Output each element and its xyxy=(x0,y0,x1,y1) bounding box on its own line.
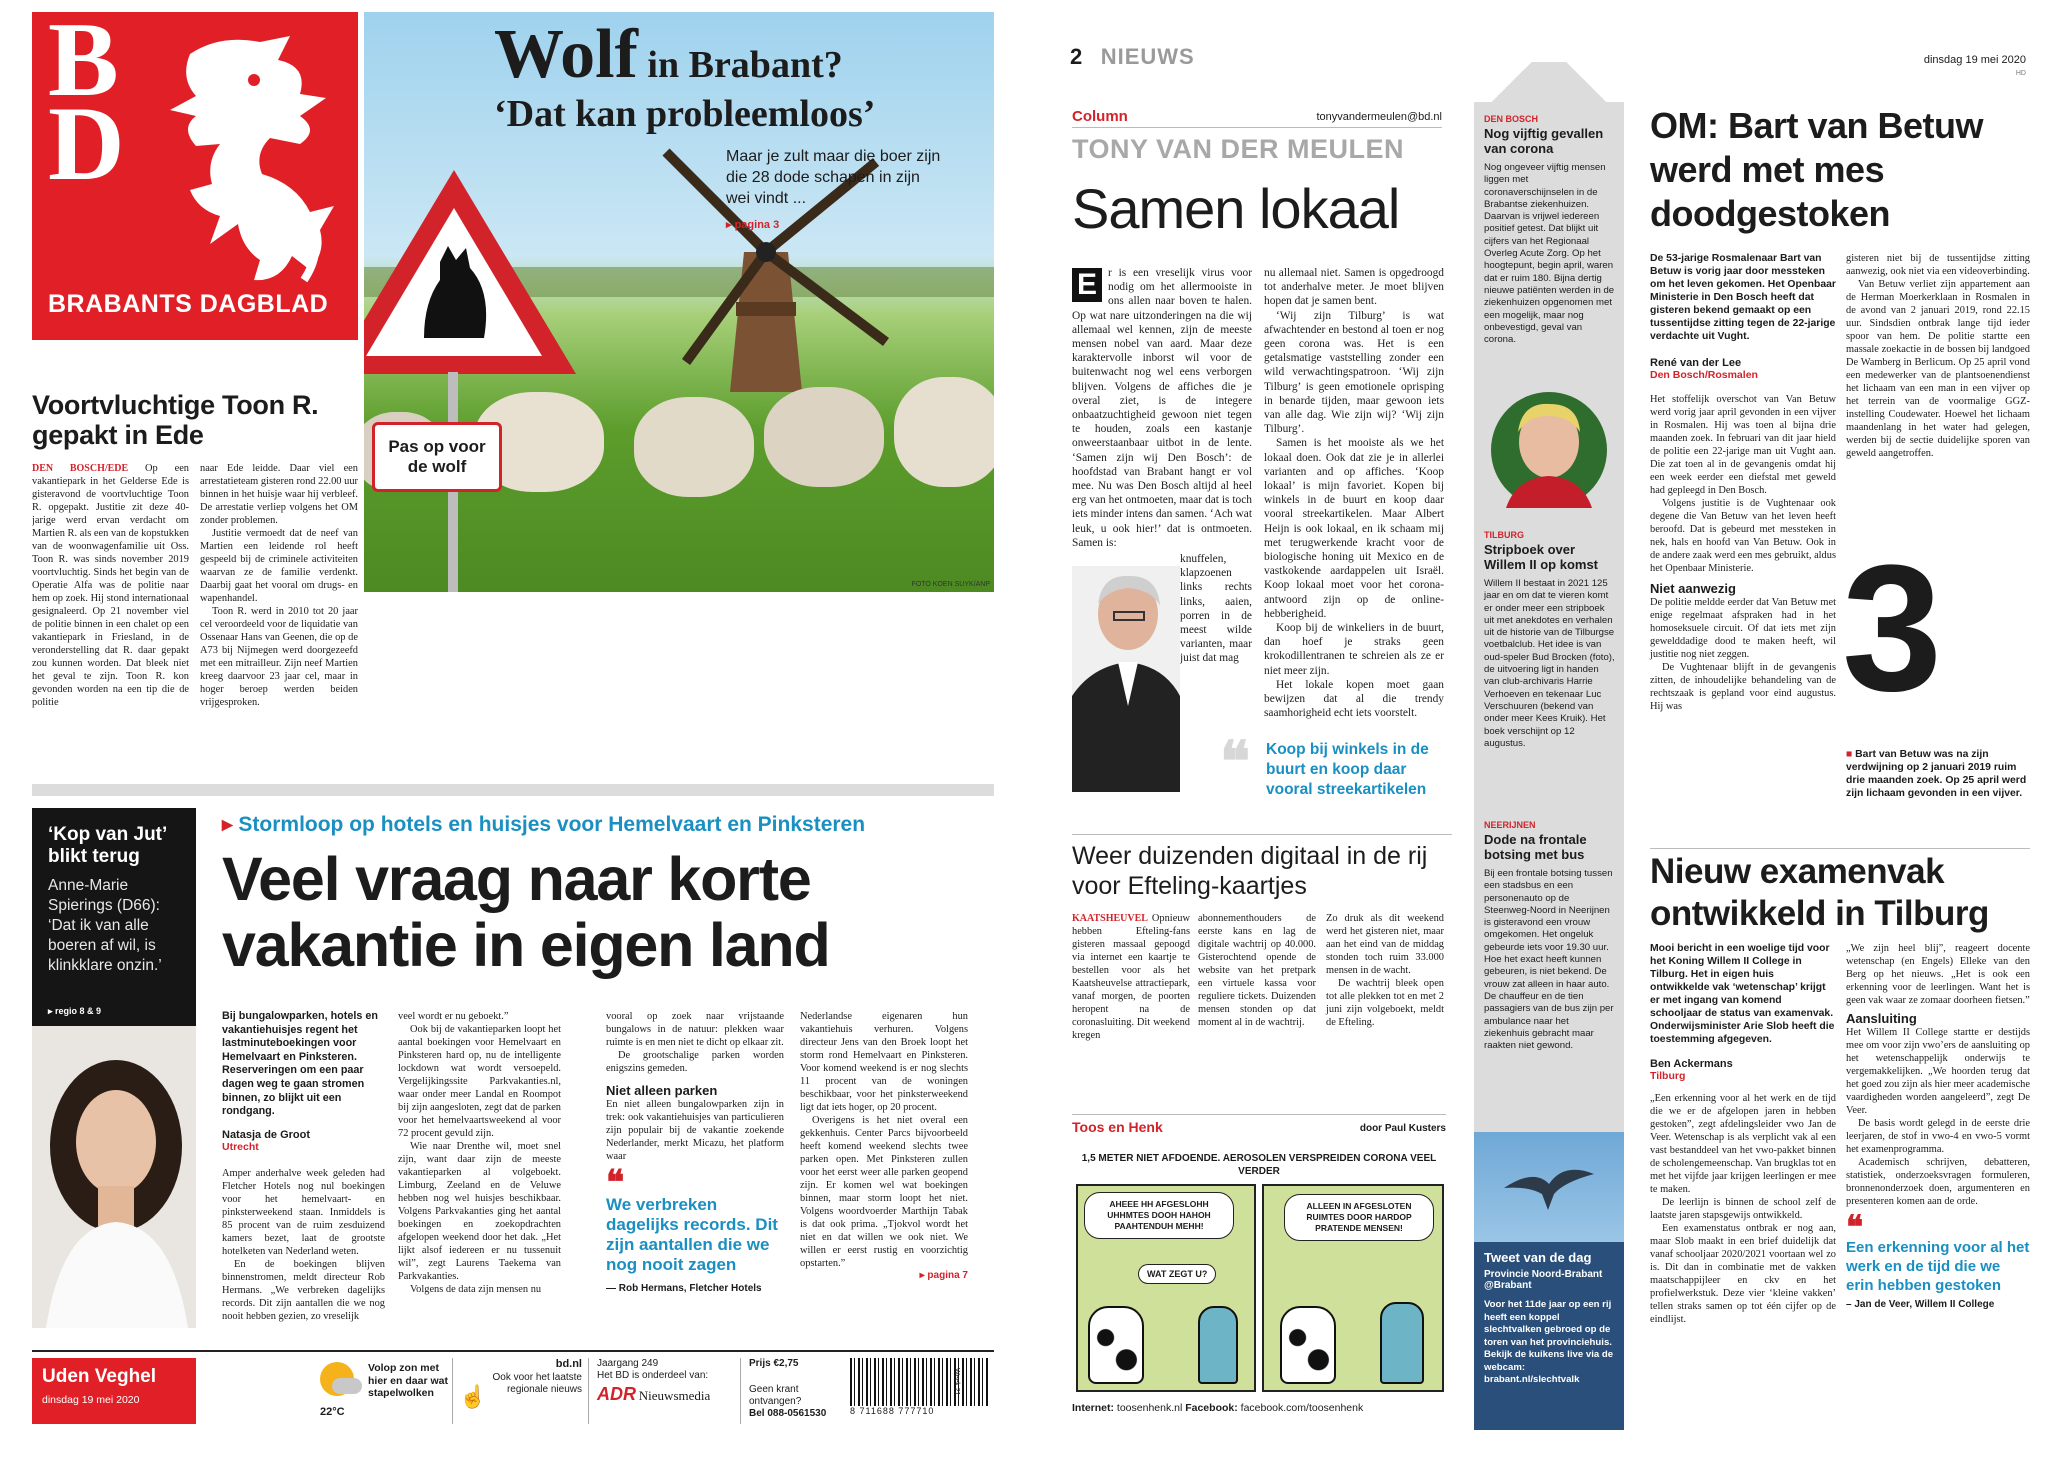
bud-brocken-photo xyxy=(1486,388,1612,512)
exam-quote: Een erkenning voor al het werk en de tijd die we erin hebben gestoken xyxy=(1846,1239,2030,1294)
pull-quote-text: Koop bij winkels in de buurt en koop daar vooral streekartikelen xyxy=(1266,741,1429,798)
brief-3-kicker: NEERIJNEN xyxy=(1484,820,1536,830)
column-col1-text: r is een vreselijk virus voor nodig om het allermooiste in ons allen naar boven te halen. Op wat nare uitzonderingen na die wij allemaal wel kennen, zijn de meeste mensen nobel van aard. Maar deze karaktervolle inborst wil voor de buitenwacht nog wel eens verborgen blijven. Volgens de affiches die je overal ziet, is de integere onbaatzuchtigheid gewoon niet tegen te houden, zoals een kastanje onweerstaanbaar uitbot in de lente. ‘Samen zijn wij Den Bosch’: de hoofdstad van Brabant hangt er vol mee. Nu was Den Bosch altijd al heel erg van het ontmoeten, maar dat is toch iets minder intens dan samen. ‘Ach wat leuk, u ook hier!’ dat is ontmoeten. Samen is: xyxy=(1072,267,1252,549)
exam-place: Tilburg xyxy=(1650,1070,1686,1082)
main-col3-text xyxy=(606,1010,784,1075)
efteling-col1-text: Opnieuw hebben Efteling-fans gisteren massaal gepoogd via internet een kaartje te bestellen voor als het Kaatsheuvelse attractiepark, vanaf morgen, de poorten heropent na de coronasluiting. Dit weekend kregen xyxy=(1072,913,1190,1041)
paragraph: De leerlijn is binnen de school zelf de laatste jaren stapsgewijs ontwikkeld. xyxy=(1650,1197,1836,1221)
lead-headline[interactable]: Voortvluchtige Toon R. gepakt in Ede xyxy=(32,390,319,450)
publisher xyxy=(588,1358,736,1424)
weather-temp: 22°C xyxy=(320,1406,345,1418)
weather-text: Volop zon met hier en daar wat stapelwolken xyxy=(368,1362,448,1399)
falcon-photo xyxy=(1474,1132,1624,1242)
column-col-2 xyxy=(1264,266,1444,721)
lead-col-2 xyxy=(200,462,358,709)
exam-col2-text xyxy=(1846,942,2030,1007)
speech-bubble-1: AHEEE HH AFGESLOHH UHHMTES DOOH HAHOH PAAHTENDUH MEHH! xyxy=(1084,1192,1234,1239)
volume: Jaargang 249 xyxy=(597,1358,659,1369)
sidebar-ref: ▸ regio 8 & 9 xyxy=(48,1006,102,1016)
paragraph: De basis wordt gelegd in de eerste drie leerjaren, de stof in vwo-4 en vwo-5 vormt het examenprogramma. xyxy=(1846,1118,2030,1155)
cloud-shape xyxy=(332,1378,362,1394)
main-author: Natasja de Groot xyxy=(222,1128,311,1141)
exam-col1-text xyxy=(1650,1092,1836,1326)
hero-photo[interactable] xyxy=(364,12,994,592)
paragraph: Samen is het mooiste als we het lokaal doen. Ook dat zie je in allerlei varianten and op affiches. ‘Koop lokaal’ is mijn favoriet. Kopen bij winkels in de buurt en koop daar vooral streekartikelen. Maar Albert Heijn is ook lokaal, en ik schaam mij met terugwerkende kracht voor de biologische honing uit Mexico en de vastkokende aardappelen uit Israël. Koop lokaal moet voor het corona-antwoord zijn op de online-hebberigheid. xyxy=(1264,437,1444,620)
sidebar-text: Anne-Marie Spierings (D66): ‘Dat ik van alle boeren af wil, is klinkklare onzin.’ xyxy=(48,877,162,974)
edition-code: HD xyxy=(2015,70,2026,77)
sign-board xyxy=(372,422,502,492)
om-place: Den Bosch/Rosmalen xyxy=(1650,369,1758,381)
exam-col2b-text xyxy=(1846,1026,2030,1208)
brief-1-head: Nog vijftig gevallen van corona xyxy=(1484,126,1604,156)
tweet-box[interactable] xyxy=(1474,1132,1624,1430)
paragraph: Koop bij de winkeliers in de buurt, dan hoef je straks geen krokodillentranen te schreien als ze er niet meer zijn. xyxy=(1264,622,1444,677)
paragraph: De politie meldde eerder dat Van Betuw met enige regelmaat afspraken had in het homoseksuele circuit. Of dat iets met zijn gewelddadige dood te maken heeft, wil justitie nog niet zeggen. xyxy=(1650,597,1836,660)
hero-subtitle: ‘Dat kan probleemloos’ xyxy=(494,93,876,135)
exam-sub: Aansluiting xyxy=(1846,1011,1917,1026)
cartoon-label: Toos en Henk xyxy=(1072,1119,1163,1135)
column-pull-quote xyxy=(1220,730,1444,800)
brief-1-text: Nog ongeveer vijftig mensen liggen met coronaverschijnselen in de Brabantse ziekenhuizen. Daarvan is vrijwel iedereen positief getest. Dat blijkt uit cijfers van het Regionaal Overleg Acute Zorg. Op het hoogtepunt, begin april, waren dat er ruim 180. Bijna dertig nieuwe patiënten werden in de ziekenhuizen opgenomen met een mogelijk, maar nog onbevestigd, geval van corona. xyxy=(1484,162,1615,346)
main-col-3 xyxy=(606,1010,784,1294)
paragraph: Amper anderhalve week geleden had Fletcher Hotels nog nul boekingen voor het hemelvaart- en pinksterweekend staan. Inmiddels is 85 procent van de ruim zesduizend kamers bezet, laat de grootste hotelketen van Nederland weten. xyxy=(222,1167,385,1257)
brief-3-head: Dode na frontale botsing met bus xyxy=(1484,832,1587,862)
hero-title-b: in Brabant? xyxy=(637,44,843,86)
column-title[interactable]: Samen lokaal xyxy=(1072,177,1400,240)
brief-3-text: Bij een frontale botsing tussen een stadsbus en een personenauto op de Steenweg-Noord in Neerijnen is gisteravond een vrouw omgekomen. Het ongeluk gebeurde iets voor 19.30 uur. Hoe het exact heeft kunnen gebeuren, is niet bekend. De vrouw zat alleen in haar auto. De chauffeur en de tien passagiers van de bus zijn per ambulance naar het ziekenhuis gebracht maar raakten niet gewond. xyxy=(1484,868,1614,1052)
efteling-col-2 xyxy=(1198,912,1316,1029)
main-quote-by: — Rob Hermans, Fletcher Hotels xyxy=(606,1283,762,1294)
om-sub: Niet aanwezig xyxy=(1650,581,1736,596)
paragraph: Een examenstatus ontbrak er nog aan, maar Slob maakt in een brief duidelijk dat vanaf schooljaar 2020/2021 voortaan wel zo is. Dit dan in combinatie met de vakken maatschappijleer en ckv en het profielwerkstuk. Deze vier ‘kleine vakken’ tellen straks samen op tot één cijfer op de eindlijst. xyxy=(1650,1223,1836,1325)
tweet-text: Voor het 11de jaar op een rij heeft een koppel slechtvalken gebroed op de toren van het provinciehuis. Bekijk de kuikens live via de webcam: xyxy=(1484,1299,1614,1373)
briefs-column xyxy=(1474,62,1624,1430)
barcode-number: 8 711688 777710 xyxy=(850,1406,935,1416)
front-page xyxy=(32,0,994,1470)
main-col4-text xyxy=(800,1010,968,1270)
gray-strip xyxy=(32,784,994,796)
cow-figure-1 xyxy=(1088,1306,1144,1384)
logo-name: BRABANTS DAGBLAD xyxy=(48,290,329,318)
hero-title-a: Wolf xyxy=(494,16,638,93)
cartoon-caption: 1,5 METER NIET AFDOENDE. AEROSOLEN VERSPREIDEN CORONA VEEL VERDER xyxy=(1081,1153,1437,1177)
paragraph: gisteren niet bij de tussentijdse zitting aanwezig, ook niet via een videoverbinding. xyxy=(1846,253,2030,277)
column-header xyxy=(1072,108,1442,128)
paragraph: Wie naar Drenthe wil, moet snel zijn, want daar zijn de meeste vakantieparken al volgeboekt. Limburg, Zeeland en de Veluwe hebben nog wel huisjes beschikbaar. Volgens Parkvakanties ging het aantal boekingen en zoekopdrachten afgelopen weekend door het dak. „Het lijkt alsof iedereen er nu tussenuit wil”, zegt Laurens Taekema van Parkvakanties. xyxy=(398,1141,561,1282)
drop-cap: E xyxy=(1072,268,1102,302)
tweet-link[interactable]: brabant.nl/slechtvalk xyxy=(1484,1374,1580,1385)
paragraph: En de boekingen blijven binnenstromen, meldt directeur Rob Hermans. „We verbreken dagelijks records. Dit zijn aantallen die we nog nooit hebben gezien, zo vreselijk xyxy=(222,1258,385,1322)
tweet-label: Tweet van de dag xyxy=(1484,1250,1592,1265)
main-col3b-text xyxy=(606,1098,784,1163)
brief-1-kicker: DEN BOSCH xyxy=(1484,114,1539,124)
section-name: NIEUWS xyxy=(1100,44,1195,69)
paragraph: Justitie vermoedt dat de neef van Martien een leidende rol heeft gespeeld bij de criminele activiteiten waarvan ze de familie verdenkt. Daarbij gaat het vooral om drugs- en wapenhandel. xyxy=(200,528,358,604)
lead-dateline: DEN BOSCH/EDE xyxy=(32,463,129,474)
om-fact: ■ Bart van Betuw was na zijn verdwijning op 2 januari 2019 ruim drie maanden zoek. Op 25 april werd zijn lichaam gevonden in een vijver. xyxy=(1846,749,2027,799)
lion-icon xyxy=(150,34,350,294)
sidebar-ref-text: regio 8 & 9 xyxy=(55,1006,102,1016)
paragraph: Toon R. werd in 2010 tot 20 jaar cel veroordeeld voor de liquidatie van Ossenaar Hans van Geenen, die op de A73 bij Nijmegen werd doorgezeefd met een mitrailleur. Zijn neef Martien kreeg daarvoor 23 jaar cel, maar in hoger beroep werden beiden vrijgesproken. xyxy=(200,606,358,708)
paragraph: De grootschalige parken worden enigszins gemeden. xyxy=(606,1050,784,1074)
cow-figure-2 xyxy=(1280,1306,1336,1384)
speech-bubble-2: WAT ZEGT U? xyxy=(1138,1264,1216,1284)
price-info xyxy=(740,1358,840,1424)
om-intro: De 53-jarige Rosmalenaar Bart van Betuw is vorig jaar door messteken om het leven gekomen. Het Openbaar Ministerie in Den Bosch heeft dat gisteren bekend gemaakt op een tussentijdse zitting tegen de 22-jarige verdachte uit Vught. xyxy=(1650,253,1836,342)
tweet-handle: @Brabant xyxy=(1484,1280,1532,1291)
paragraph: „Een erkenning voor al het werk en de tijd die we er de afgelopen jaren in hebben gestoken”, zegt afdelingsleider vwo Jan de Veer. Wetenschap is als verplicht vak al een vast bestanddeel van het vwo-pakket binnen de scholengemeenschap. Van brugklas tot en met het vijfde jaar krijgen leerlingen er mee te maken. xyxy=(1650,1093,1836,1195)
column-email[interactable]: tonyvandermeulen@bd.nl xyxy=(1316,111,1442,123)
om-col-2 xyxy=(1846,252,2030,460)
main-col4-ref[interactable]: ▸ pagina 7 xyxy=(919,1270,968,1281)
paragraph: De Vughtenaar blijft in de gevangenis zitten, de inhoudelijke behandeling van de rechtszaak is gepland voor eind augustus. Hij was xyxy=(1650,662,1836,712)
paragraph: ‘Wij zijn Tilburg’ is wat afwachtender en bestond al toen er nog geen corona was. Het is een getalsmatige vaststelling zonder een wild verwachtingspatroon. ‘Wij zijn Tilburg’ is geen emotionele oprisping in benarde tijden, maar gewoon iets van alle dag. Wie zijn wij? ‘Wij zijn Tilburg’. xyxy=(1264,309,1444,436)
speech-bubble-3: ALLEEN IN AFGESLOTEN RUIMTES DOOR HARDOP PRATENDE MENSEN! xyxy=(1284,1194,1434,1241)
paragraph: En niet alleen bungalowparken zijn in trek: ook vakantiehuisjes van particulieren zijn populair bij de vakantie zoekende Nederlander, merkt Micazu, het platform waar xyxy=(606,1099,784,1162)
site-url: bd.nl xyxy=(555,1358,582,1370)
sidebar-title: ‘Kop van Jut’ blikt terug xyxy=(48,824,167,867)
cartoon-footer xyxy=(1072,1402,1446,1414)
edition-box xyxy=(32,1358,196,1424)
delivery-text: Geen krant ontvangen? xyxy=(749,1384,802,1407)
person-figure-1 xyxy=(1198,1306,1238,1384)
cartoon-footer-a: Internet: xyxy=(1072,1402,1114,1414)
paragraph: Overigens is het niet overal een gekkenhuis. Center Parcs bijvoorbeeld heeft komend weekend slechts twee parken open. Met Pinksteren zullen voor het eerst weer alle parken geopend zijn. Er komen wel wat boekingen binnen, maar storm loopt het niet. Volgens woordvoerder Marthijn Tabak is dat ook prima. „Tjokvol wordt het niet en dat willen we ook niet. We willen er eerst rustig en voorzichtig opstarten.” xyxy=(800,1115,968,1269)
edition-name: Uden Veghel xyxy=(42,1366,157,1387)
paragraph: Het Willem II College startte er destijds mee om voor zijn vwo’ers de aansluiting op het wetenschappelijk onderwijs te vergemakkelijken. „We hoorden terug dat het goed zou zijn als hier meer academische vaardigheden worden aangeleerd”, zegt De Veer. xyxy=(1846,1027,2030,1116)
sidebar-box[interactable] xyxy=(32,808,196,1328)
column-author: TONY VAN DER MEULEN xyxy=(1072,134,1405,164)
exam-author: Ben Ackermans xyxy=(1650,1058,1733,1070)
main-place: Utrecht xyxy=(222,1140,259,1153)
main-quote: We verbreken dagelijks records. Dit zijn aantallen die we nog nooit zagen xyxy=(606,1195,778,1274)
cartoon-panel-1 xyxy=(1076,1184,1256,1392)
om-col-1 xyxy=(1650,252,1836,713)
main-col-4 xyxy=(800,1010,968,1281)
cartoon-footer-b: toosenhenk.nl xyxy=(1114,1402,1186,1414)
main-col-2 xyxy=(398,1010,561,1296)
delivery-phone: Bel 088-0561530 xyxy=(749,1408,827,1419)
front-footer xyxy=(32,1350,994,1426)
efteling-col-1 xyxy=(1072,912,1190,1042)
paragraph: naar Ede leidde. Daar viel een arrestatieteam gisteren rond 22.00 uur binnen in het huisje waar hij verbleef. De arrestatie verliep volgens het OM zonder problemen. xyxy=(200,463,358,526)
photo-credit: FOTO KOEN SUYK/ANP xyxy=(911,581,990,588)
site-text: Ook voor het laatste regionale nieuws xyxy=(492,1372,582,1395)
lead-col-1 xyxy=(32,462,189,709)
cartoon-header xyxy=(1072,1114,1446,1137)
paragraph: „We zijn heel blij”, reageert docente wetenschap (en Engels) Elleke van den Berg op het nieuws. „Het is ook een erkenning voor de leerlingen. Want het is geen vak waar ze zomaar doorheen fietsen.” xyxy=(1846,943,2030,1006)
cartoon-strip[interactable] xyxy=(1072,1148,1446,1396)
brief-2-kicker: TILBURG xyxy=(1484,530,1524,540)
exam-headline[interactable]: Nieuw examenvak ontwikkeld in Tilburg xyxy=(1650,848,2030,935)
main-col3-sub: Niet alleen parken xyxy=(606,1083,718,1098)
efteling-dateline: KAATSHEUVEL xyxy=(1072,913,1148,924)
paragraph: Academisch schrijven, debatteren, statistiek, onderzoeksvragen formuleren, bronnenonderzoek doen, argumenteren en presenteren komen aan de orde. xyxy=(1846,1157,2030,1207)
portrait-photo xyxy=(32,1026,196,1328)
quote-mark-icon: ❝ xyxy=(1220,730,1251,793)
columnist-photo xyxy=(1072,566,1180,792)
cartoon-footer-c: Facebook: xyxy=(1185,1402,1238,1414)
hero-tease-ref[interactable]: ▸ pagina 3 xyxy=(726,219,780,231)
barcode xyxy=(850,1358,990,1422)
paragraph: Nederlandse eigenaren hun vakantiehuis verhuren. Volgens directeur Jens van den Broek loopt het storm rond Hemelvaart en Pinksteren. Voor komend weekend is er nog slechts 11 procent van de woningen beschikbaar, voor het pinksterweekend ligt dat iets hoger, op 20 procent. xyxy=(800,1011,968,1113)
paragraph: Zo druk als dit weekend werd het gisteren niet, maar aan het eind van de middag stonden toch ruim 33.000 mensen in de wacht. xyxy=(1326,913,1444,976)
column-col1b-text: knuffelen, klapzoenen links rechts links, aaien, porren in de meest wilde varianten, maar juist dat mag xyxy=(1180,553,1252,665)
om-headline[interactable]: OM: Bart van Betuw werd met mes doodgestoken xyxy=(1650,105,1984,234)
main-kicker[interactable]: ▸ Stormloop op hotels en huisjes voor Hemelvaart en Pinksteren xyxy=(222,813,866,836)
quote-mark-icon: ❝ xyxy=(1846,1209,1864,1245)
main-ref-text: pagina 7 xyxy=(927,1270,968,1281)
site-promo[interactable] xyxy=(452,1358,582,1424)
paragraph: veel wordt er nu geboekt.” xyxy=(398,1011,509,1022)
quote-mark-icon: ❝ xyxy=(606,1164,625,1202)
paragraph: De wachtrij bleek open tot alle plekken tot en met 2 juni zijn volgeboekt, meldt de Efteling. xyxy=(1326,978,1444,1028)
brief-2-head: Stripboek over Willem II op komst xyxy=(1484,542,1599,572)
main-headline[interactable]: Veel vraag naar korte vakantie in eigen land xyxy=(222,845,830,979)
main-intro: Bij bungalowparken, hotels en vakantiehuisjes regent het lastminuteboekingen voor Hemelvaart en Pinksteren. Reserveringen om een paar dagen weg te gaan stromen binnen, zo blijkt uit een rondgang. xyxy=(222,1010,378,1118)
om-author: René van der Lee xyxy=(1650,357,1742,369)
brief-2-text: Willem II bestaat in 2021 125 jaar en om dat te vieren komt er onder meer een stripboek uit met anekdotes en verhalen uit de historie van de Tilburgse voetbalclub. Het idee is van oud-speler Bud Brocken (foto), de uitvoering ligt in handen van club-archivaris Harrie Verhoeven en tekenaar Luc Verschuuren (bekend van onder meer Kees Kruik). Het boek verschijnt op 12 augustus. xyxy=(1484,578,1615,749)
issue-week: Week 21 xyxy=(953,1368,960,1396)
edition-date: dinsdag 19 mei 2020 xyxy=(42,1394,140,1406)
paragraph: nu allemaal niet. Samen is opgedroogd tot anderhalve meter. Je moet blijven hopen dat je samen bent. xyxy=(1264,267,1444,308)
paragraph: Van Betuw verliet zijn appartement aan de Herman Moerkerklaan in Rosmalen in de avond van 2 januari 2019, rond 22.15 uur. Sindsdien ontbrak lange tijd ieder spoor van hem. De politie startte een massale zoekactie in de bossen bij landgoed De Wamberg in Berlicum. Op 25 april vond een medewerker van de plantsoenendienst het lichaam van een man in een vijver op het terrein van de voormalige GGZ-instelling Coudewater. Hoewel het lichaam maandenlang in het water had gelegen, werden bij de sectie duidelijke sporen van geweld aangetroffen. xyxy=(1846,279,2030,459)
price: Prijs €2,75 xyxy=(749,1358,799,1369)
paragraph: Volgens de data zijn mensen nu xyxy=(410,1284,542,1295)
paragraph: Het stoffelijk overschot van Van Betuw werd vorig jaar april gevonden in een vijver in Rosmalen. Hij was toen al bijna drie maanden zoek. In februari van dit jaar hield de politie een 22-jarige man uit Vught aan. Die zat toen al in de gevangenis omdat hij een week eerder een diefstal met geweld had gepleegd in Den Bosch. xyxy=(1650,394,1836,496)
wolf-warning-sign-icon xyxy=(364,162,584,382)
efteling-headline[interactable]: Weer duizenden digitaal in de rij voor Efteling-kaartjes xyxy=(1072,834,1452,901)
om-col1-text xyxy=(1650,393,1836,575)
sign-text: Pas op voor de wolf xyxy=(388,437,486,476)
header-date: dinsdag 19 mei 2020 xyxy=(1923,54,2026,66)
briefs-top-notch xyxy=(1474,62,1624,102)
paragraph: Ook bij de vakantieparken loopt het aantal boekingen voor Hemelvaart en Pinksteren hard op, nu de intelligente lockdown wat wordt versoepeld. Vergelijkingssite Parkvakanties.nl, waar onder meer Landal en Roompot bij zijn aangesloten, zegt dat de parken voor het hemelvaartsweekend al voor 72 procent gevuld zijn. xyxy=(398,1024,561,1139)
om-big-number: 3 xyxy=(1842,528,1943,729)
brief-2[interactable] xyxy=(1484,530,1616,750)
hero-tease: Maar je zult maar die boer zijn die 28 dode schapen in zijn wei vindt ... xyxy=(726,148,941,207)
exam-col-2 xyxy=(1846,942,2030,1310)
barcode-bars xyxy=(850,1358,990,1406)
cartoon-panel-2 xyxy=(1262,1184,1444,1392)
group-name: Nieuwsmedia xyxy=(638,1388,711,1403)
tweet-user: Provincie Noord-Brabant xyxy=(1484,1269,1603,1280)
hero-ref-text: pagina 3 xyxy=(734,219,780,231)
adr-logo: ADR xyxy=(597,1384,636,1404)
om-fact-text: Bart van Betuw was na zijn verdwijning op 2 januari 2019 ruim drie maanden zoek. Op 25 april werd zijn lichaam gevonden in een vijver. xyxy=(1846,749,2027,799)
exam-quote-by: – Jan de Veer, Willem II College xyxy=(1846,1299,1995,1310)
main-kicker-text: Stormloop op hotels en huisjes voor Hemelvaart en Pinksteren xyxy=(238,813,866,836)
paragraph: abonnementhouders de eerste kans en lag de digitale wachtrij op 40.000. Gisterochtend opende de website van het pretpark een virtuele kassa voor reguliere tickets. Duizenden mensen stonden op dat moment al in de wachtrij. xyxy=(1198,913,1316,1028)
om-col1b-text xyxy=(1650,596,1836,713)
brief-1[interactable] xyxy=(1484,114,1616,346)
paragraph: vooral op zoek naar vrijstaande bungalows in de natuur: plekken waar ruimte is en men niet te dicht op elkaar zit. xyxy=(606,1011,784,1048)
paragraph: Het lokale kopen moet gaan bewijzen dat al die trendy saamhorigheid echt iets voorstelt. xyxy=(1264,678,1444,720)
logo-letters: B D xyxy=(48,12,125,202)
hand-pointer-icon: ☝ xyxy=(459,1384,487,1409)
lead-col1-text: Op een vakantiepark in het Gelderse Ede is gisteravond de voortvluchtige Toon R. opgepakt. Justitie zit deze 40-jarige werd ervan verdacht om Martien R. als een van de kopstukken van de woonwagenfamilie uit Oss. Toon R. was sinds november 2019 voortvluchtig. Sinds het begin van de Operatie Alfa was de politie naar hem op zoek. Hij stond internationaal gesignaleerd. Op 21 november viel de politie binnen in een chalet op een vakantiepark in Friesland, in de veronderstelling dat R. daar gepakt zou kunnen worden. Dat bleek niet het geval te zijn. Toon R. kon gevonden worden na een tip die de politie xyxy=(32,463,189,708)
main-col1-text xyxy=(222,1167,385,1323)
inner-page xyxy=(1070,0,2030,1470)
exam-col-1 xyxy=(1650,942,1836,1326)
group-text: Het BD is onderdeel van: xyxy=(597,1370,709,1381)
exam-intro: Mooi bericht in een woelige tijd voor het Koning Willem II College in Tilburg. Het in eigen huis ontwikkelde vak ‘wetenschap’ krijgt er met ingang van komend schooljaar de status van examenvak. Onderwijsminister Arie Slob heeft die toestemming afgegeven. xyxy=(1650,943,1835,1045)
column-label: Column xyxy=(1072,108,1128,125)
paragraph: Volgens justitie is de Vughtenaar ook degene die Van Betuw van het leven heeft beroofd. Dat is gebeurd met messteken in nek, hals en hoofd van Van Betuw. Ook in de andere zaak werd een mes gebruikt, aldus het Openbaar Ministerie. xyxy=(1650,498,1836,574)
cartoon-footer-d: facebook.com/toosenhenk xyxy=(1237,1402,1364,1414)
person-figure-2 xyxy=(1380,1302,1424,1384)
brief-3[interactable] xyxy=(1484,820,1616,1052)
page-number: 2 xyxy=(1070,44,1083,69)
falcon-icon xyxy=(1504,1158,1594,1218)
main-col-1 xyxy=(222,1010,385,1323)
bd-logo[interactable] xyxy=(32,12,358,340)
efteling-col-3 xyxy=(1326,912,1444,1029)
cartoon-author: door Paul Kusters xyxy=(1359,1123,1446,1134)
